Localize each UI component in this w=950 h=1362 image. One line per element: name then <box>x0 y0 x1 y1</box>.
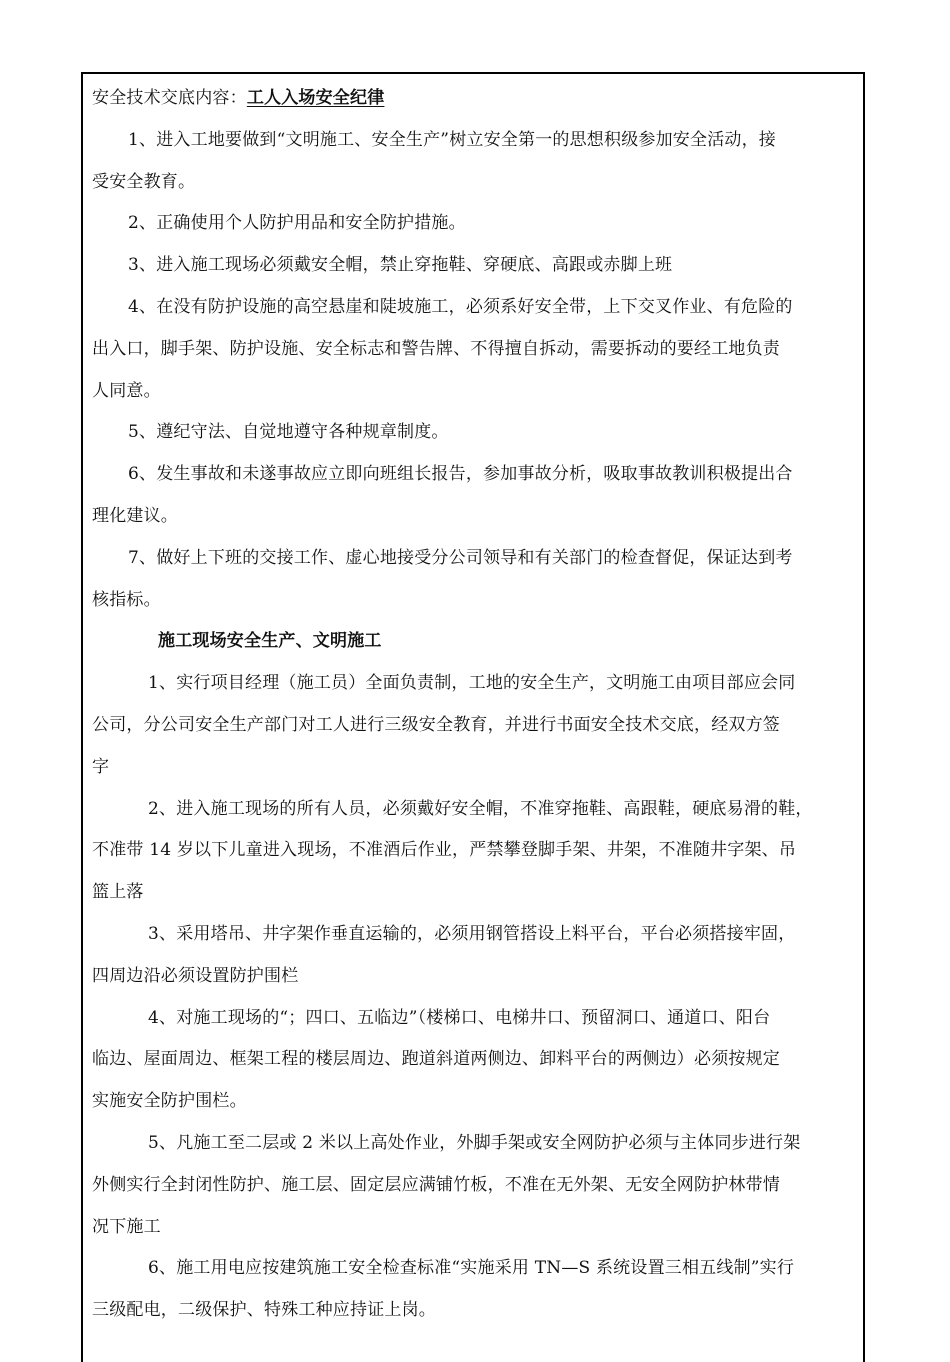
text-line: 2、进入施工现场的所有人员，必须戴好安全帽，不准穿拖鞋、高跟鞋，硬底易滑的鞋， <box>148 798 813 819</box>
paragraph-lines <box>92 120 868 1332</box>
text-line: 况下施工 <box>92 1216 161 1237</box>
text-line: 1、实行项目经理（施工员）全面负责制，工地的安全生产，文明施工由项目部应会同 <box>148 673 796 694</box>
text-line: 人同意。 <box>92 380 161 401</box>
text-line: 三级配电，二级保护、特殊工种应持证上岗。 <box>92 1300 436 1321</box>
text-line: 出入口，脚手架、防护设施、安全标志和警告牌、不得擅自拆动，需要拆动的要经工地负责 <box>92 338 780 359</box>
text-line: 6、发生事故和未遂事故应立即向班组长报告，参加事故分析，吸取事故教训积极提出合 <box>128 464 793 485</box>
text-line: 5、凡施工至二层或 2 米以上高处作业，外脚手架或安全网防护必须与主体同步进行架 <box>148 1132 801 1153</box>
document-body <box>92 78 868 1332</box>
section-title: 施工现场安全生产、文明施工 <box>158 631 382 652</box>
text-line: 不准带 14 岁以下儿童进入现场，不准酒后作业，严禁攀登脚手架、井架，不准随井字架、吊 <box>92 840 797 861</box>
text-line: 5、遵纪守法、自觉地遵守各种规章制度。 <box>128 422 449 443</box>
text-line: 7、做好上下班的交接工作、虚心地接受分公司领导和有关部门的检查督促，保证达到考 <box>128 547 793 568</box>
text-line: 3、采用塔吊、井字架作垂直运输的，必须用钢管搭设上料平台，平台必须搭接牢固， <box>148 923 796 944</box>
header-label: 安全技术交底内容： <box>92 88 247 108</box>
text-line: 实施安全防护围栏。 <box>92 1091 247 1112</box>
text-line: 4、对施工现场的“；四口、五临边”（楼梯口、电梯井口、预留洞口、通道口、阳台 <box>148 1007 771 1028</box>
text-line: 临边、屋面周边、框架工程的楼层周边、跑道斜道两侧边、卸料平台的两侧边）必须按规定 <box>92 1049 780 1070</box>
text-line: 外侧实行全封闭性防护、施工层、固定层应满铺竹板，不准在无外架、无安全网防护林带情 <box>92 1174 780 1195</box>
text-line: 理化建议。 <box>92 505 178 526</box>
text-line: 字 <box>92 756 110 777</box>
text-line: 6、施工用电应按建筑施工安全检查标准“实施采用 TN—S 系统设置三相五线制”实行 <box>148 1258 795 1279</box>
header-line <box>92 78 868 120</box>
text-line: 篮上落 <box>92 882 144 903</box>
text-line: 核指标。 <box>92 589 161 610</box>
text-line: 四周边沿必须设置防护围栏 <box>92 965 299 986</box>
text-line: 3、进入施工现场必须戴安全帽，禁止穿拖鞋、穿硬底、高跟或赤脚上班 <box>128 255 673 276</box>
text-line: 受安全教育。 <box>92 171 196 192</box>
header-title: 工人入场安全纪律 <box>246 88 385 108</box>
text-line: 4、在没有防护设施的高空悬崖和陡坡施工，必须系好安全带，上下交叉作业、有危险的 <box>128 296 793 317</box>
text-line: 2、正确使用个人防护用品和安全防护措施。 <box>128 213 466 234</box>
text-line: 1、进入工地要做到“文明施工、安全生产”树立安全第一的思想积级参加安全活动，接 <box>128 129 776 150</box>
text-line: 公司，分公司安全生产部门对工人进行三级安全教育，并进行书面安全技术交底，经双方签 <box>92 714 780 735</box>
